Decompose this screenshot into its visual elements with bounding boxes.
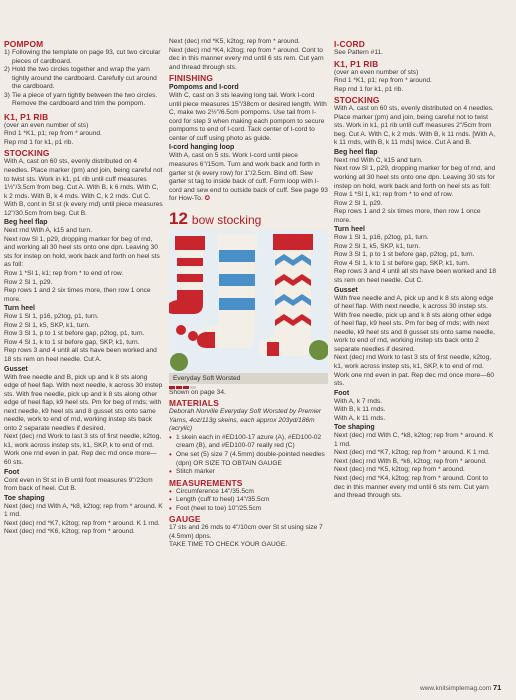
instruction-line: Next row Sl 1, p29, dropping marker for beg of rnd, and working all 30 heel sts onto one dpn. Leaving 30 sts for instep on hold, work back and forth on heel sts as foll:	[334, 165, 496, 190]
end-mark-icon: ✪	[204, 195, 211, 203]
shown-on: Shown on page 34.	[169, 388, 226, 396]
pompom-heading: POMPOM	[4, 39, 44, 49]
instruction-line: Row 4 Sl 1, k to 1 st before gap, SKP, k1, turn.	[4, 338, 140, 346]
instruction-line: With A, k 11 rnds.	[334, 414, 386, 422]
instruction-line: Row 1 *Sl 1, k1; rep from * to end of row.	[4, 270, 124, 278]
gauge-heading: GAUGE	[169, 514, 201, 525]
instruction-line: Next rnd With A, k15 and turn.	[4, 227, 92, 235]
column-1	[4, 38, 163, 537]
instruction-line: Row 2 Sl 1, p29.	[4, 278, 53, 286]
materials-heading: MATERIALS	[169, 398, 220, 409]
instruction-line: Next (dec) rnd *K4, k2tog; rep from * around. Cont to dec in this manner every rnd until 6 sts rem. Cut yarn and thread through sts.	[334, 474, 489, 500]
materials-item: • One set (5) size 7 (4.5mm) double-pointed needles (dpn) OR SIZE TO OBTAIN GAUGE	[169, 450, 325, 467]
toe-heading: Toe shaping	[334, 424, 375, 432]
instruction-line: Rep rows 1 and 2 six times more, then row 1 once more.	[334, 208, 481, 224]
stocking-text: With A, cast on 60 sts, evenly distributed on 4 needles. Place marker (pm) and join, being careful not to twist sts. Work in k1, p1 rib until cuff measures 1½"/3.5cm from beg. Cut A. With B, k 6 rnds. With C, k 2 rnds. With B, k 4 rnds. With C, k 2 rnds. Cut C. With B, cont in St st (k every rnd) until piece measures 12"/30.5cm from beg. Cut B.	[4, 158, 163, 217]
measurement-item: • Length (cuff to heel) 14"/35.5cm	[169, 495, 270, 505]
measurement-item: • Circumference 14"/35.5cm	[169, 486, 254, 496]
site-url: www.knitsimplemag.com	[420, 685, 492, 692]
instruction-line: Next (dec) rnd *K5, k2tog; rep from * around.	[334, 466, 465, 474]
instruction-line: Rep rows 3 and 4 until all sts have been worked and 18 sts rem on heel needle. Cut C.	[334, 268, 497, 285]
foot-heading: Foot	[4, 468, 20, 476]
rib-line: (over an even number of sts)	[4, 121, 89, 129]
instruction-line: With A, k 7 rnds.	[334, 397, 383, 405]
foot-heading: Foot	[334, 389, 350, 397]
instruction-line: Rep rows 3 and 4 until all sts have been worked and 18 sts rem on heel needle. Cut A.	[4, 347, 157, 363]
instruction-line: Next (dec) rnd *K7, k2tog; rep from * around. K 1 rnd.	[4, 519, 160, 527]
gusset-text: With free needle and B, pick up and k 8 sts along edge of heel flap. With next needle, k across 30 instep sts. With free needle, pick up and k 8 sts along other edge of heel flap, k9 heel sts. Pm for beg of rnds; with next needle, k9 heel sts and 8 gusset sts onto same needle, work to end of rnd, working instep sts back onto 2 separate needles if desired.	[4, 373, 163, 432]
column-2	[169, 38, 328, 550]
instruction-line: Row 1 Sl 1, p16, p2tog, p1, turn.	[334, 234, 429, 242]
instruction-line: Row 3 Sl 1, p to 1 st before gap, p2tog, p1, turn.	[334, 251, 475, 259]
instruction-line: Row 3 Sl 1, p to 1 st before gap, p2tog, p1, turn.	[4, 330, 145, 338]
pompom-icon	[176, 325, 186, 335]
instruction-line: Row 2 Sl 1, k5, SKP, k1, turn.	[334, 242, 421, 250]
stocking-heading: STOCKING	[334, 95, 380, 106]
instruction-line: Row 2 Sl 1, p29.	[334, 199, 383, 207]
instruction-line: Next (dec) rnd *K6, k2tog; rep from * around.	[4, 528, 135, 536]
gusset-heading: Gusset	[4, 365, 28, 373]
icord-heading: I-CORD	[334, 39, 365, 49]
gusset-dec: Next (dec) rnd Work to last 3 sts of first needle, k2tog, k1, work across instep sts, k1, SKP, k to end of rnd. Work one rnd even in pat. Rep dec rnd once more—60 sts.	[4, 433, 162, 466]
rib-line: Rnd 1 *K1, p1; rep from * around.	[4, 130, 102, 138]
gusset-dec: Next (dec) rnd Work to last 3 sts of first needle, k2tog, k1, work across instep sts, k1, SKP, k to end of rnd. Work one rnd even in pat. Rep dec rnd once more—60 sts.	[334, 354, 495, 388]
instruction-line: Next (dec) rnd With C, *k8, k2tog; rep from * around. K 1 rnd.	[334, 432, 494, 448]
materials-item: • Stitch marker	[169, 467, 215, 477]
rib-heading: K1, P1 RIB	[4, 111, 49, 122]
instruction-line: Row 2 Sl 1, k5, SKP, k1, turn.	[4, 321, 91, 329]
project-title	[169, 210, 328, 227]
measurement-item: • Foot (heel to toe) 10"/25.5cm	[169, 503, 262, 513]
turn-heel-heading: Turn heel	[4, 305, 35, 313]
pompom-step: 2) Hold the two circles together and wrap the yarn tightly around the cardboard. Carefully cut around the cardboard.	[4, 66, 157, 91]
instruction-line: Row 1 Sl 1, p16, p2tog, p1, turn.	[4, 313, 99, 321]
measurements-heading: MEASUREMENTS	[169, 477, 243, 488]
rib-line: Rnd 1 *K1, p1; rep from * around.	[334, 77, 432, 85]
gauge-note: TAKE TIME TO CHECK YOUR GAUGE.	[169, 541, 288, 549]
stocking-heading: STOCKING	[4, 148, 50, 159]
heel-flap-heading: Beg heel flap	[334, 148, 378, 156]
pompom-step: 1) Following the template on page 93, cut two circular pieces of cardboard.	[4, 49, 161, 65]
instruction-line: Next (dec) rnd *K4, k2tog; rep from * around. Cont to dec in this manner every rnd until 6 sts rem. Cut yarn and thread through sts.	[169, 46, 324, 71]
project-name: bow stocking	[191, 212, 262, 227]
pompom-icord-heading: Pompoms and I-cord	[169, 84, 239, 92]
hanging-loop-text: With A, cast on 5 sts. Work I-cord until piece measures 6"/15cm. Turn and work back and forth in garter st (k every row) for 1"/2.5cm. Bind off. Sew garter st tag to inside back of cuff. Form loop with I-cord and sew end to outside back of cuff. See page 93 for How-To. ✪	[169, 152, 328, 203]
pompom-icord-text: With C, cast on 3 sts leaving long tail. Work I-cord until piece measures 15"/38cm or desired length. With C, make two 2½"/6.5cm pompoms. Use tail from I-cord for step 3 when making each pompom to secure pompoms to end of I-cord. Tack center of I-cord to center of cuff using photo as guide.	[169, 92, 327, 142]
yarn-caption: Everyday Soft Worsted	[169, 373, 328, 384]
page-footer	[420, 683, 501, 692]
toe-heading: Toe shaping	[4, 494, 45, 502]
rib-line: (over an even number of sts)	[334, 68, 419, 76]
pompom-icon	[188, 331, 198, 341]
instruction-line: Next row Sl 1, p29, dropping marker for beg of rnd, and working all 30 heel sts onto one dpn. Leaving 30 sts for instep on hold, work back and forth on heel sts as foll:	[4, 235, 160, 269]
instruction-line: Next (dec) rnd *K5, k2tog; rep from * around.	[169, 38, 300, 45]
gauge-text: 17 sts and 26 rnds to 4"/10cm over St st using size 7 (4.5mm) dpns.	[169, 524, 323, 540]
stockings-illustration	[169, 230, 328, 373]
rib-line: Rep rnd 1 for k1, p1 rib.	[334, 85, 404, 93]
column-3	[334, 38, 496, 501]
pompom-step: 3) Tie a piece of yarn tightly between the two circles. Remove the cardboard and trim the pompom.	[4, 91, 158, 108]
rib-heading: K1, P1 RIB	[334, 58, 379, 69]
materials-item: • 1 skein each in #ED100-17 azure (A), #ED100-02 cream (B), and #ED100-07 really red (C)	[169, 432, 322, 450]
instruction-line: Next (dec) rnd With B, *k6, k2tog; rep from * around.	[334, 457, 487, 465]
materials-text: Deborah Norville Everyday Soft Worsted by Premier Yarns, 4oz/113g skeins, each approx 203yd/186m (acrylic)	[169, 408, 322, 433]
page-number: 71	[492, 683, 502, 692]
icord-text: See Pattern #11.	[334, 49, 383, 56]
gusset-heading: Gusset	[334, 286, 358, 294]
instruction-line: Next (dec) rnd *K7, k2tog; rep from * around. K 1 rnd.	[334, 449, 490, 457]
instruction-line: Row 1 *Sl 1, k1; rep from * to end of row.	[334, 191, 454, 199]
rib-line: Rep rnd 1 for k1, p1 rib.	[4, 138, 74, 146]
foot-text: Cont even in St st in B until foot measures 9"/23cm from back of heel. Cut B.	[4, 476, 153, 493]
instruction-line: Row 4 Sl 1, k to 1 st before gap, SKP, k1, turn.	[334, 259, 470, 267]
heel-flap-heading: Beg heel flap	[4, 219, 48, 227]
instruction-line: Next rnd With C, k15 and turn.	[334, 156, 423, 164]
stocking-photo	[169, 230, 328, 373]
finishing-heading: FINISHING	[169, 73, 214, 84]
greenery-icon	[170, 353, 188, 371]
stocking-text: With A, cast on 60 sts, evenly distributed on 4 needles. Place marker (pm) and join, being careful not to twist sts. Work in k1, p1 rib until cuff measures 2"/5cm from beg. Cut A. With C, k 2 rnds. With B, k 11 rnds. [With A, k 11 rnds, with B, k 11 rnds] twice. Cut A and B.	[334, 105, 496, 147]
instruction-line: Rep rows 1 and 2 six times more, then row 1 once more.	[4, 287, 151, 303]
instruction-line: Next (dec) rnd With A, *k8, k2tog; rep from * around. K 1 rnd.	[4, 502, 163, 519]
instruction-line: With B, k 11 rnds.	[334, 406, 386, 414]
hanging-loop-heading: I-cord hanging loop	[169, 144, 235, 152]
turn-heel-heading: Turn heel	[334, 226, 365, 234]
gusset-text: With free needle and A, pick up and k 8 sts along edge of heel flap. With next needle, k across 30 instep sts. With free needle, pick up and k 8 sts along other edge of heel flap, k9 heel sts. Pm for beg of rnds; with next needle, k9 heel sts and 8 gusset sts onto same needle, work to end of rnd, working instep sts back onto 2 separate needles if desired.	[334, 294, 495, 353]
project-number: 12	[169, 208, 188, 228]
